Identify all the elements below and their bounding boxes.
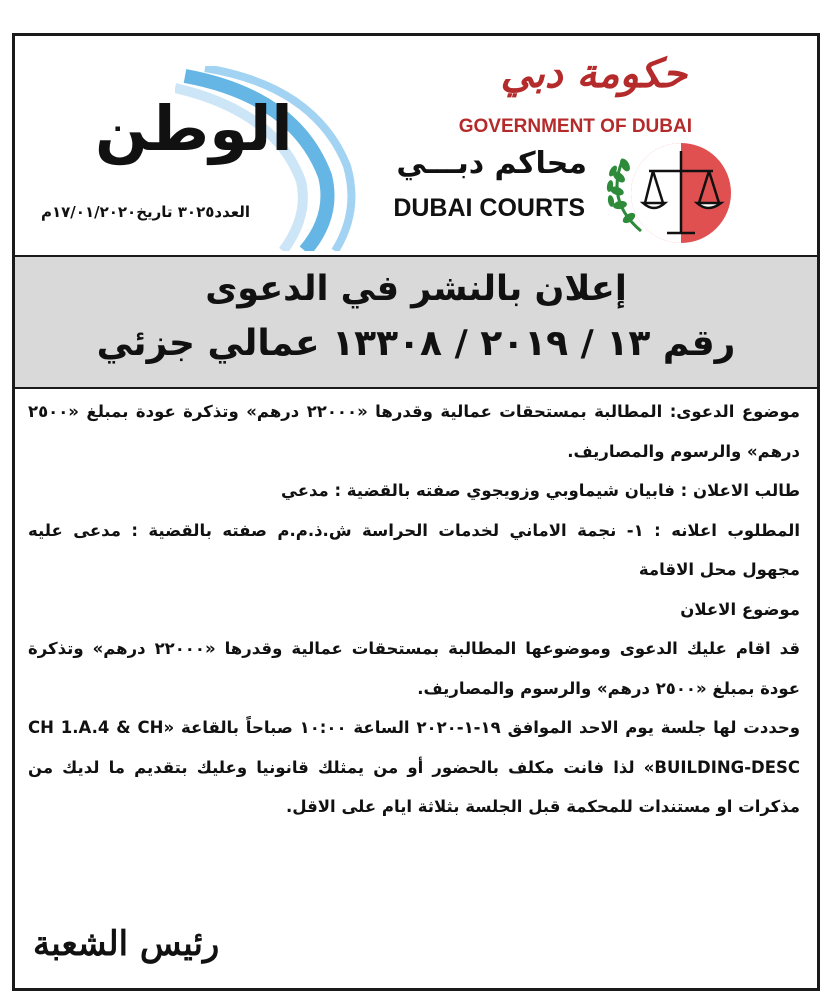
header xyxy=(15,36,817,256)
dubai-courts-emblem-icon xyxy=(583,141,733,245)
government-of-dubai-arabic: حكومة دبي xyxy=(500,50,687,97)
notice-recipient: المطلوب اعلانه : ١- نجمة الاماني لخدمات الحراسة ش.ذ.م.م صفته بالقضية : مدعى عليه مجهول محل الاقامة xyxy=(28,520,800,579)
dubai-courts-english: DUBAI COURTS xyxy=(393,194,585,222)
announcement-title: إعلان بالنشر في الدعوى xyxy=(205,269,627,309)
announcement-body xyxy=(28,392,800,827)
signature-section-head: رئيس الشعبة xyxy=(33,924,220,964)
government-of-dubai-english: GOVERNMENT OF DUBAI xyxy=(458,116,692,137)
notice-requester: طالب الاعلان : فابيان شيماوبي وزويجوي صفته بالقضية : مدعي xyxy=(281,481,800,500)
notice-subject-heading: موضوع الاعلان xyxy=(680,599,800,619)
announcement-title-band xyxy=(15,255,817,389)
dubai-courts-arabic: محاكم دبـــي xyxy=(396,146,587,181)
issue-number-date: العدد٣٠٢٥ تاريخ١٧/٠١/٢٠٢٠م xyxy=(41,203,251,221)
newspaper-name: الوطن xyxy=(95,92,293,165)
case-number: رقم ١٣ / ٢٠١٩ / ١٣٣٠٨ عمالي جزئي xyxy=(96,323,736,364)
notice-subject-text: قد اقام عليك الدعوى وموضوعها المطالبة بمستحقات عمالية وقدرها «٢٢٠٠٠ درهم» وتذكرة عودة بمبلغ «٢٥٠٠ درهم» والرسوم والمصاريف. xyxy=(28,639,800,698)
announcement-frame xyxy=(12,33,820,991)
case-subject: موضوع الدعوى: المطالبة بمستحقات عمالية وقدرها «٢٢٠٠٠ درهم» وتذكرة عودة بمبلغ «٢٥٠٠ درهم» والرسوم والمصاريف. xyxy=(28,402,800,461)
hearing-details: وحددت لها جلسة يوم الاحد الموافق ١٩-١-٢٠٢٠ الساعة ١٠:٠٠ صباحاً بالقاعة «CH 1.A.4 & CH BUILDING-DESC» لذا فانت مكلف بالحضور أو من يمثلك قانونيا وعليك بتقديم ما لديك من مذكرات او مستندات للمحكمة قبل الجلسة بثلاثة ايام على الاقل. xyxy=(28,718,800,816)
